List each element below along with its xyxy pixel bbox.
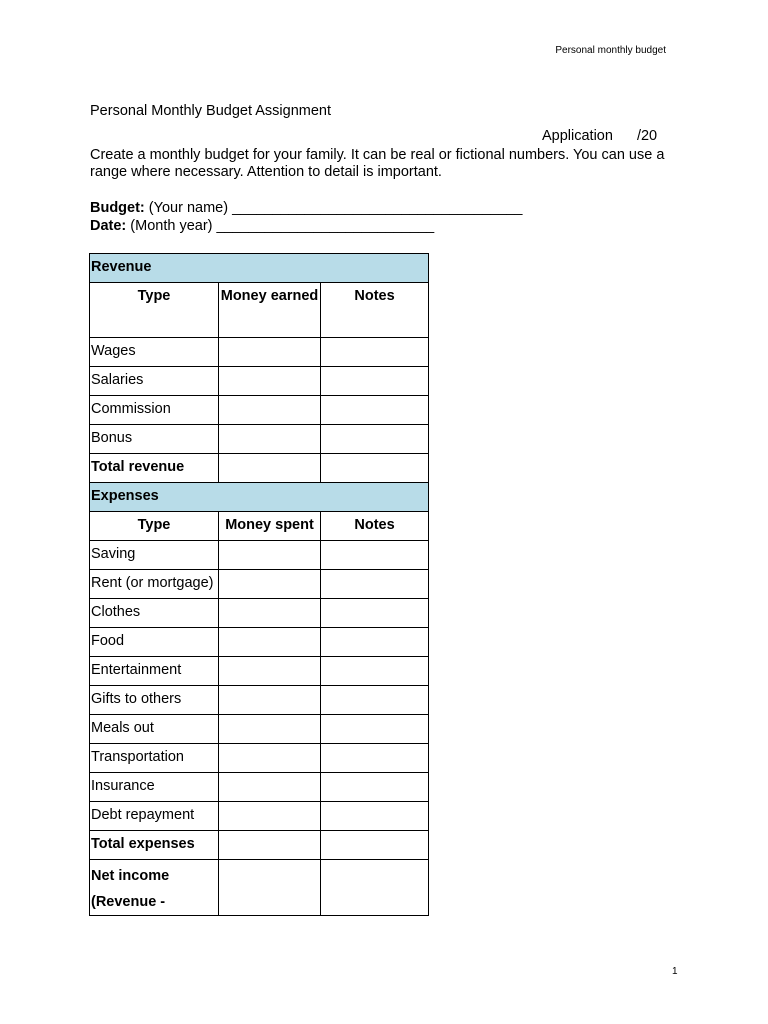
section-header-row [90, 254, 429, 283]
row-label: Wages [90, 338, 219, 367]
row-label: Bonus [90, 425, 219, 454]
notes-cell[interactable] [321, 367, 429, 396]
row-label: Commission [90, 396, 219, 425]
table-row [90, 599, 429, 628]
column-header: Money earned [219, 283, 321, 338]
amount-cell[interactable] [219, 425, 321, 454]
table-row [90, 657, 429, 686]
amount-cell[interactable] [219, 628, 321, 657]
column-header-row [90, 512, 429, 541]
row-label: Gifts to others [90, 686, 219, 715]
budget-name-field[interactable] [90, 200, 522, 216]
notes-cell[interactable] [321, 599, 429, 628]
amount-cell[interactable] [219, 860, 321, 916]
budget-label: Budget: [90, 200, 145, 216]
row-label: Rent (or mortgage) [90, 570, 219, 599]
column-header-row [90, 283, 429, 338]
amount-cell[interactable] [219, 715, 321, 744]
notes-cell[interactable] [321, 628, 429, 657]
notes-cell[interactable] [321, 860, 429, 916]
notes-cell[interactable] [321, 570, 429, 599]
expenses-header: Expenses [90, 483, 429, 512]
budget-table [89, 253, 429, 916]
table-row [90, 686, 429, 715]
row-label: Entertainment [90, 657, 219, 686]
amount-cell[interactable] [219, 570, 321, 599]
table-row [90, 773, 429, 802]
table-row [90, 744, 429, 773]
running-header: Personal monthly budget [555, 45, 666, 56]
score-value: /20 [636, 128, 658, 144]
column-header: Notes [321, 512, 429, 541]
table-row [90, 338, 429, 367]
amount-cell[interactable] [219, 599, 321, 628]
date-label: Date: [90, 218, 127, 234]
amount-cell[interactable] [219, 396, 321, 425]
net-income-label: Net income (Revenue - [90, 860, 219, 916]
column-header: Type [90, 512, 219, 541]
table-row [90, 396, 429, 425]
row-label: Saving [90, 541, 219, 570]
page-number: 1 [672, 966, 678, 977]
score-line [542, 128, 657, 144]
amount-cell[interactable] [219, 744, 321, 773]
amount-cell[interactable] [219, 773, 321, 802]
notes-cell[interactable] [321, 396, 429, 425]
amount-cell[interactable] [219, 454, 321, 483]
table-row [90, 570, 429, 599]
date-field[interactable] [90, 218, 434, 234]
notes-cell[interactable] [321, 686, 429, 715]
table-row [90, 541, 429, 570]
total-expenses-label: Total expenses [90, 831, 219, 860]
row-label: Food [90, 628, 219, 657]
amount-cell[interactable] [219, 686, 321, 715]
instructions-paragraph: Create a monthly budget for your family. It can be real or fictional numbers. You can use a range where necessary. Attention to detail is important. [90, 147, 665, 180]
row-label: Clothes [90, 599, 219, 628]
amount-cell[interactable] [219, 657, 321, 686]
amount-cell[interactable] [219, 802, 321, 831]
total-row [90, 831, 429, 860]
notes-cell[interactable] [321, 831, 429, 860]
column-header: Notes [321, 283, 429, 338]
net-income-row [90, 860, 429, 916]
document-title: Personal Monthly Budget Assignment [90, 103, 331, 119]
row-label: Meals out [90, 715, 219, 744]
notes-cell[interactable] [321, 657, 429, 686]
table-row [90, 715, 429, 744]
notes-cell[interactable] [321, 715, 429, 744]
date-hint: (Month year) ___________________________ [126, 218, 435, 234]
notes-cell[interactable] [321, 541, 429, 570]
amount-cell[interactable] [219, 367, 321, 396]
section-header-row [90, 483, 429, 512]
notes-cell[interactable] [321, 744, 429, 773]
amount-cell[interactable] [219, 541, 321, 570]
table-row [90, 802, 429, 831]
total-row [90, 454, 429, 483]
notes-cell[interactable] [321, 454, 429, 483]
revenue-header: Revenue [90, 254, 429, 283]
budget-hint: (Your name) ____________________________________ [144, 200, 523, 216]
row-label: Debt repayment [90, 802, 219, 831]
column-header: Type [90, 283, 219, 338]
notes-cell[interactable] [321, 338, 429, 367]
notes-cell[interactable] [321, 773, 429, 802]
column-header: Money spent [219, 512, 321, 541]
table-row [90, 425, 429, 454]
notes-cell[interactable] [321, 425, 429, 454]
amount-cell[interactable] [219, 338, 321, 367]
notes-cell[interactable] [321, 802, 429, 831]
row-label: Insurance [90, 773, 219, 802]
score-label: Application [542, 128, 613, 144]
table-row [90, 628, 429, 657]
table-row [90, 367, 429, 396]
amount-cell[interactable] [219, 831, 321, 860]
row-label: Transportation [90, 744, 219, 773]
row-label: Salaries [90, 367, 219, 396]
total-revenue-label: Total revenue [90, 454, 219, 483]
